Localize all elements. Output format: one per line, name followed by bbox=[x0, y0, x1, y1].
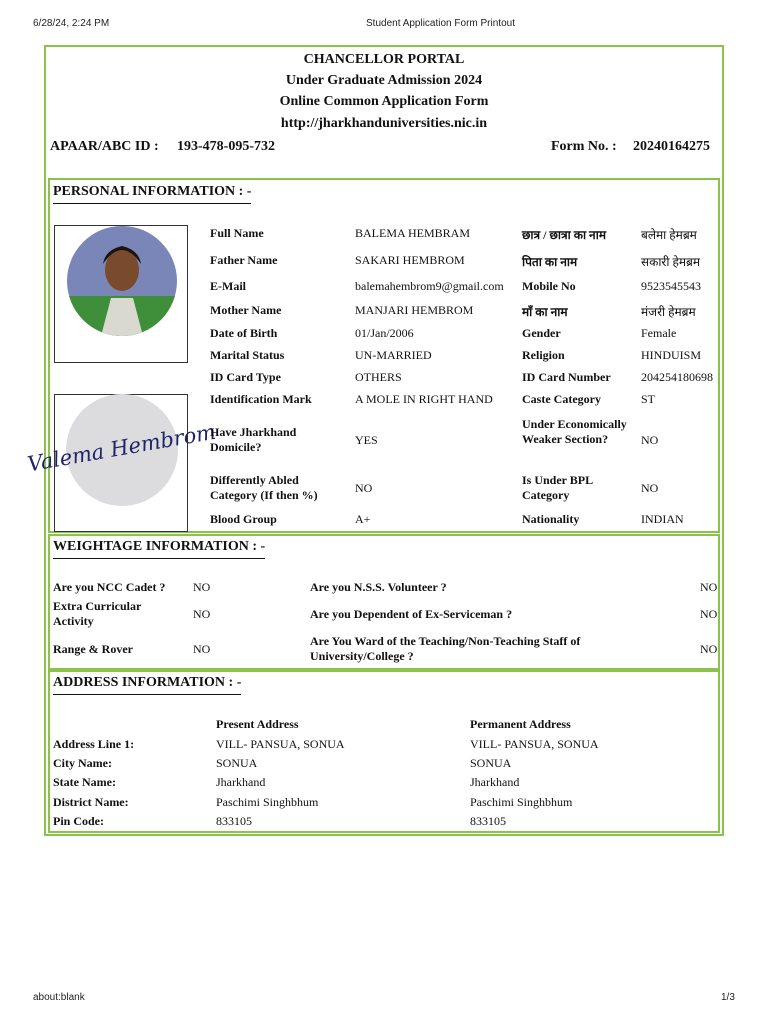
student-photo bbox=[55, 226, 187, 362]
city-label: City Name: bbox=[53, 756, 112, 770]
photo-frame bbox=[54, 225, 188, 363]
father-hindi-value: सकारी हेमब्रम bbox=[641, 255, 701, 269]
gender-value: Female bbox=[641, 326, 677, 340]
father-name-label: Father Name bbox=[210, 253, 278, 267]
id-card-type-value: OTHERS bbox=[355, 370, 402, 384]
bpl-value: NO bbox=[641, 481, 659, 495]
address-info-title: ADDRESS INFORMATION : - bbox=[53, 675, 241, 695]
id-card-number-label: ID Card Number bbox=[522, 370, 611, 384]
staff-ward-label: Are You Ward of the Teaching/Non-Teaching Staff of University/College ? bbox=[310, 634, 581, 663]
hindi-name-value: बलेमा हेमब्रम bbox=[641, 228, 697, 242]
ex-serviceman-label: Are you Dependent of Ex-Serviceman ? bbox=[310, 607, 513, 621]
personal-info-title: PERSONAL INFORMATION : - bbox=[53, 184, 251, 204]
permanent-pin-code: 833105 bbox=[470, 814, 506, 828]
extra-curricular-value: NO bbox=[193, 607, 211, 621]
extra-curricular-label: Extra Curricular Activity bbox=[53, 599, 142, 628]
weightage-info-title: WEIGHTAGE INFORMATION : - bbox=[53, 539, 265, 559]
permanent-state: Jharkhand bbox=[470, 775, 520, 789]
marital-status-value: UN-MARRIED bbox=[355, 348, 432, 362]
email-label: E-Mail bbox=[210, 279, 246, 293]
present-pin-code: 833105 bbox=[216, 814, 252, 828]
present-address-line: VILL- PANSUA, SONUA bbox=[216, 737, 345, 751]
full-name-value: BALEMA HEMBRAM bbox=[355, 226, 471, 240]
apaar-id-value: 193-478-095-732 bbox=[177, 139, 275, 154]
nss-label: Are you N.S.S. Volunteer ? bbox=[310, 580, 447, 594]
domicile-label: Have Jharkhand Domicile? bbox=[210, 425, 297, 454]
print-timestamp: 6/28/24, 2:24 PM bbox=[33, 18, 110, 29]
blood-group-value: A+ bbox=[355, 512, 371, 526]
signature-text: Valema Hembrom bbox=[25, 419, 218, 477]
blood-group-label: Blood Group bbox=[210, 512, 277, 526]
nationality-value: INDIAN bbox=[641, 512, 684, 526]
caste-category-value: ST bbox=[641, 392, 656, 406]
religion-value: HINDUISM bbox=[641, 348, 701, 362]
id-card-type-label: ID Card Type bbox=[210, 370, 281, 384]
signature-frame bbox=[25, 394, 218, 532]
pin-code-label: Pin Code: bbox=[53, 814, 104, 828]
ncc-label: Are you NCC Cadet ? bbox=[53, 580, 166, 594]
mother-hindi-label: माँ का नाम bbox=[522, 305, 568, 319]
present-city: SONUA bbox=[216, 756, 258, 770]
ews-value: NO bbox=[641, 433, 659, 447]
admission-title: Under Graduate Admission 2024 bbox=[285, 73, 483, 88]
ews-label: Under Economically Weaker Section? bbox=[522, 417, 627, 446]
ex-serviceman-value: NO bbox=[700, 607, 718, 621]
print-title: Student Application Form Printout bbox=[366, 18, 515, 29]
mobile-value: 9523545543 bbox=[641, 279, 701, 293]
mother-name-label: Mother Name bbox=[210, 303, 282, 317]
ncc-value: NO bbox=[193, 580, 211, 594]
marital-status-label: Marital Status bbox=[210, 348, 285, 362]
identification-mark-label: Identification Mark bbox=[210, 392, 312, 406]
permanent-address-line: VILL- PANSUA, SONUA bbox=[470, 737, 599, 751]
nationality-label: Nationality bbox=[522, 512, 580, 526]
portal-title: CHANCELLOR PORTAL bbox=[303, 52, 465, 67]
mother-name-value: MANJARI HEMBROM bbox=[355, 303, 474, 317]
state-label: State Name: bbox=[53, 775, 116, 789]
print-page-number: 1/3 bbox=[721, 992, 735, 1003]
signature-image bbox=[25, 395, 218, 531]
email-value: balemahembrom9@gmail.com bbox=[355, 279, 504, 293]
form-no-value: 20240164275 bbox=[633, 139, 710, 154]
full-name-label: Full Name bbox=[210, 226, 264, 240]
id-card-number-value: 204254180698 bbox=[641, 370, 713, 384]
form-title: Online Common Application Form bbox=[279, 94, 489, 109]
form-no-label: Form No. : bbox=[551, 139, 617, 154]
present-address-header: Present Address bbox=[216, 717, 299, 731]
permanent-district: Paschimi Singhbhum bbox=[470, 795, 573, 809]
present-state: Jharkhand bbox=[216, 775, 266, 789]
religion-label: Religion bbox=[522, 348, 565, 362]
website-link[interactable]: http://jharkhanduniversities.nic.in bbox=[280, 116, 488, 131]
father-hindi-label: पिता का नाम bbox=[522, 255, 578, 269]
dob-value: 01/Jan/2006 bbox=[355, 326, 414, 340]
permanent-city: SONUA bbox=[470, 756, 512, 770]
print-url: about:blank bbox=[33, 992, 85, 1003]
district-label: District Name: bbox=[53, 795, 129, 809]
domicile-value: YES bbox=[355, 433, 378, 447]
hindi-name-label: छात्र / छात्रा का नाम bbox=[522, 228, 606, 242]
staff-ward-value: NO bbox=[700, 642, 718, 656]
apaar-id-label: APAAR/ABC ID : bbox=[50, 139, 159, 154]
differently-abled-value: NO bbox=[355, 481, 373, 495]
caste-category-label: Caste Category bbox=[522, 392, 601, 406]
weightage-info-section bbox=[48, 534, 720, 670]
nss-value: NO bbox=[700, 580, 718, 594]
identification-mark-value: A MOLE IN RIGHT HAND bbox=[355, 392, 493, 406]
application-form bbox=[25, 45, 724, 836]
differently-abled-label: Differently Abled Category (If then %) bbox=[210, 473, 318, 502]
bpl-label: Is Under BPL Category bbox=[522, 473, 593, 502]
permanent-address-header: Permanent Address bbox=[470, 717, 571, 731]
range-rover-label: Range & Rover bbox=[53, 642, 133, 656]
father-name-value: SAKARI HEMBROM bbox=[355, 253, 465, 267]
mother-hindi-value: मंजरी हेमब्रम bbox=[641, 305, 696, 319]
dob-label: Date of Birth bbox=[210, 326, 278, 340]
address-info-section bbox=[48, 670, 720, 833]
personal-info-section bbox=[25, 178, 720, 533]
mobile-label: Mobile No bbox=[522, 279, 576, 293]
address-line-label: Address Line 1: bbox=[53, 737, 135, 751]
present-district: Paschimi Singhbhum bbox=[216, 795, 319, 809]
range-rover-value: NO bbox=[193, 642, 211, 656]
gender-label: Gender bbox=[522, 326, 561, 340]
